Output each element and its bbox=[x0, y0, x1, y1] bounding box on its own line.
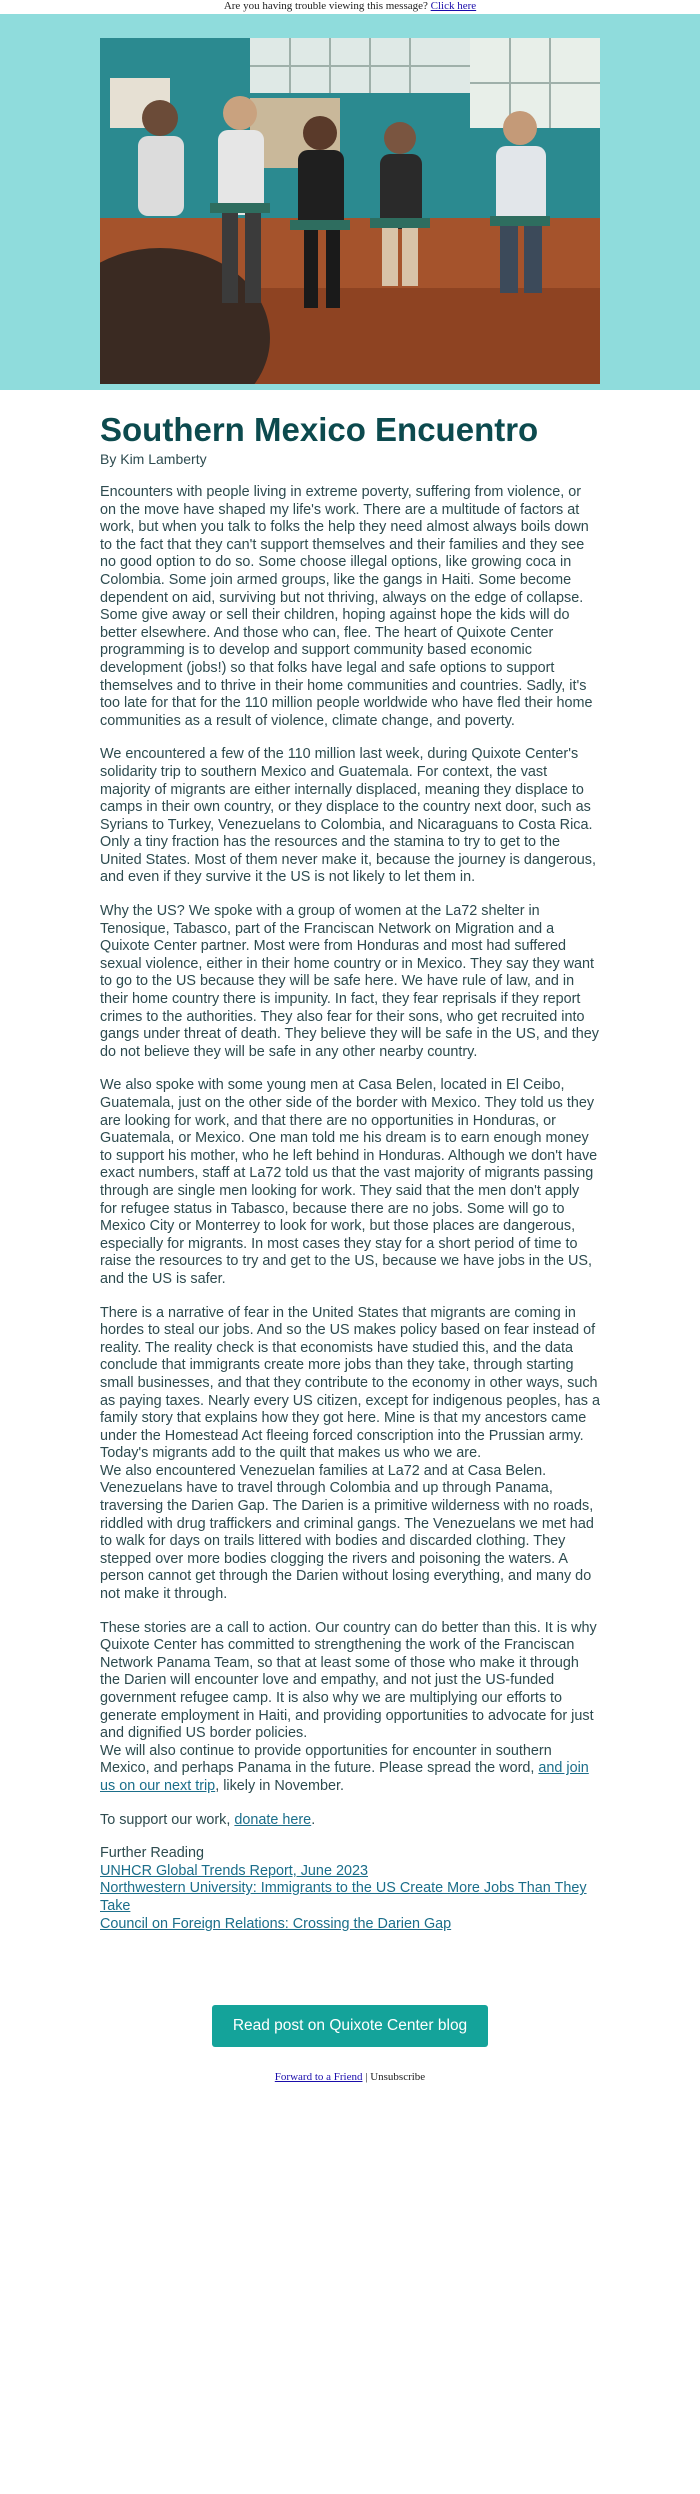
cta-wrapper bbox=[0, 2005, 700, 2047]
click-here-link[interactable]: Click here bbox=[430, 0, 477, 12]
article-byline: By Kim Lamberty bbox=[100, 451, 207, 467]
donate-tail: . bbox=[311, 1811, 316, 1828]
hero-image bbox=[100, 38, 600, 384]
footer-separator: | bbox=[362, 2071, 371, 2084]
reading-link-northwestern[interactable]: Northwestern University: Immigrants to the US Create More Jobs Than They Take bbox=[100, 1880, 587, 1914]
footer bbox=[0, 2071, 700, 2083]
article-body bbox=[100, 390, 600, 1933]
read-blog-button[interactable]: Read post on Quixote Center blog bbox=[212, 2005, 488, 2047]
reading-link-unhcr[interactable]: UNHCR Global Trends Report, June 2023 bbox=[100, 1862, 368, 1879]
paragraph-6: We also encountered Venezuelan families at La72 and at Casa Belen. Venezuelans have to travel through Colombia and up through Panama, traversing the Darien Gap. The Darien is a primitive wilderness with no roads, riddled with drug traffickers and criminal gangs. The Venezuelans we met had to walk for days on trails littered with bodies and discarded clothing. They stepped over more bodies clogging the rivers and poisoning the waters. A person cannot get through the Darien without losing everything, and many do not make it through. bbox=[100, 1462, 594, 1603]
paragraph-7: These stories are a call to action. Our country can do better than this. It is why Quixote Center has committed to strengthening the work of the Franciscan Network Panama Team, so that at least some of those who make it through the Darien will encounter love and empathy, and not just the US-funded government refugee camp. It is also why we are multiplying our efforts to generate employment in Haiti, and providing opportunities to advocate for just and dignified US border policies. bbox=[100, 1619, 597, 1742]
hero-banner bbox=[0, 14, 700, 390]
trouble-text: Are you having trouble viewing this message? bbox=[223, 0, 428, 12]
further-reading bbox=[100, 1845, 600, 1933]
paragraph-8-tail: , likely in November. bbox=[215, 1777, 344, 1794]
trouble-viewing-bar bbox=[0, 0, 700, 14]
donate-text: To support our work, bbox=[100, 1811, 235, 1828]
further-reading-title: Further Reading bbox=[100, 1845, 204, 1862]
paragraph-1: Encounters with people living in extreme poverty, suffering from violence, or on the move have shaped my life's work. There are a multitude of factors at work, but when you talk to folks the help they need almost always boils down to the fact that they can't support themselves and their families and they see no good option to do so. Some choose illegal options, like growing coca in Colombia. Some join armed groups, like the gangs in Haiti. Some become dependent on aid, surviving but not thriving, always on the edge of collapse. Some give away or sell their children, hoping against hope the kids will do better elsewhere. And those who can, flee. The heart of Quixote Center programming is to develop and support community based economic development (jobs!) so that folks have legal and safe options to support themselves and to thrive in their home communities and countries. Sadly, it's too late for that for the 110 million people worldwide who have fled their home communities as a result of violence, climate change, and poverty. bbox=[100, 484, 593, 729]
paragraph-2: We encountered a few of the 110 million last week, during Quixote Center's solidarity trip to southern Mexico and Guatemala. For context, the vast majority of migrants are either internally displaced, meaning they displace to camps in their own country, or they displace to the country next door, such as Syrians to Turkey, Venezuelans to Colombia, and Nicaraguans to Costa Rica. Only a tiny fraction has the resources and the stamina to try to get to the United States. Most of them never make it, because the journey is dangerous, and even if they survive it the US is not likely to let them in. bbox=[100, 746, 596, 886]
article-title: Southern Mexico Encuentro bbox=[100, 411, 539, 448]
paragraph-8 bbox=[100, 1743, 600, 1796]
paragraph-4: We also spoke with some young men at Casa Belen, located in El Ceibo, Guatemala, just on the other side of the border with Mexico. They told us they are looking for work, and that there are no opportunities in Honduras, or Guatemala, or Mexico. One man told me his dream is to earn enough money to support his mother, who he left behind in Honduras. Although we don't have exact numbers, staff at La72 told us that the vast majority of migrants passing through are single men looking for work. They said that the men don't apply for refugee status in Tabasco, because there are no jobs. Some will go to Mexico City or Monterrey to look for work, but those places are dangerous, especially for migrants. In most cases they stay for a short period of time to raise the resources to try and get to the US, because we have jobs in the US, and the US is safer. bbox=[100, 1077, 598, 1287]
paragraph-3: Why the US? We spoke with a group of women at the La72 shelter in Tenosique, Tabasco, part of the Franciscan Network on Migration and a Quixote Center partner. Most were from Honduras and most had suffered sexual violence, either in their home country or in Mexico. They say they want to go to the US because they will be safe here. We have rule of law, and in their home country there is impunity. In fact, they fear reprisals if they report crimes to the authorities. They also fear for their sons, who get recruited into gangs under threat of death. They believe they will be safe in the US, and they do not believe they will be safe in any other nearby country. bbox=[100, 903, 599, 1060]
donate-link[interactable]: donate here bbox=[234, 1811, 312, 1828]
join-next-trip-link[interactable]: and join us on our next trip bbox=[100, 1760, 589, 1794]
forward-to-friend-link[interactable]: Forward to a Friend bbox=[274, 2071, 363, 2084]
paragraph-8-text: We will also continue to provide opportunities for encounter in southern Mexico, and perhaps Panama in the future. Please spread the word, bbox=[100, 1742, 552, 1777]
reading-link-cfr[interactable]: Council on Foreign Relations: Crossing the Darien Gap bbox=[100, 1915, 452, 1932]
paragraph-donate bbox=[100, 1812, 600, 1830]
paragraph-5: There is a narrative of fear in the United States that migrants are coming in hordes to steal our jobs. And so the US makes policy based on fear instead of reality. The reality check is that economists have studied this, and the data conclude that immigrants create more jobs than they take, through starting small businesses, and that they contribute to the economy in other ways, such as paying taxes. Nearly every US citizen, except for indigenous peoples, has a family story that explains how they got here. Mine is that my ancestors came under the Homestead Act fleeing forced conscription into the Prussian army. Today's migrants add to the quilt that makes us who we are. bbox=[100, 1304, 600, 1462]
unsubscribe-link[interactable]: Unsubscribe bbox=[370, 2071, 426, 2084]
